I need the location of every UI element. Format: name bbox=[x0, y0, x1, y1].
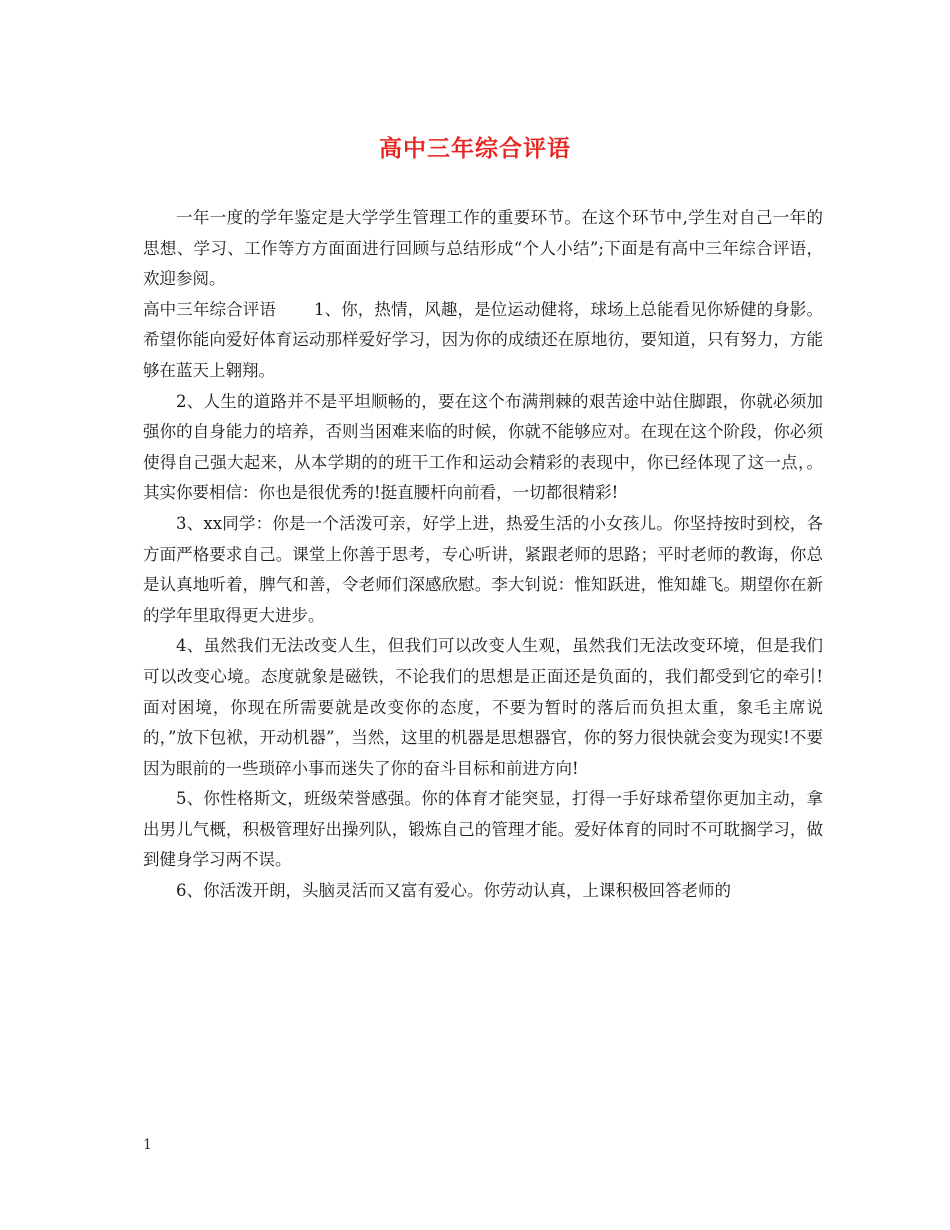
intro-paragraph: 一年一度的学年鉴定是大学学生管理工作的重要环节。在这个环节中,学生对自己一年的思想、学习、工作等方方面面进行回顾与总结形成“个人小结”;下面是有高中三年综合评语，欢迎参阅。 bbox=[143, 208, 823, 289]
section-paragraph-1 bbox=[143, 295, 823, 387]
page-number: 1 bbox=[143, 1137, 152, 1153]
document-title: 高中三年综合评语 bbox=[379, 135, 571, 162]
paragraph-5: 5、你性格斯文，班级荣誉感强。你的体育才能突显，打得一手好球希望你更加主动，拿出男儿气概，积极管理好出操列队，锻炼自己的管理才能。爱好体育的同时不可耽搁学习，做到健身学习两不误。 bbox=[143, 789, 823, 870]
document-body bbox=[143, 203, 823, 907]
paragraph-3: 3、xx同学：你是一个活泼可亲，好学上进，热爱生活的小女孩儿。你坚持按时到校，各方面严格要求自己。课堂上你善于思考，专心听讲，紧跟老师的思路；平时老师的教诲，你总是认真地听着，脾气和善，令老师们深感欣慰。李大钊说：惟知跃进，惟知雄飞。期望你在新的学年里取得更大进步。 bbox=[143, 513, 823, 625]
paragraph-2: 2、人生的道路并不是平坦顺畅的，要在这个布满荆棘的艰苦途中站住脚跟，你就必须加强你的自身能力的培养，否则当困难来临的时候，你就不能够应对。在现在这个阶段，你必须使得自己强大起来，从本学期的的班干工作和运动会精彩的表现中，你已经体现了这一点，。其实你要相信：你也是很优秀的!挺直腰杆向前看，一切都很精彩! bbox=[143, 391, 823, 503]
paragraph-1-text: 1、你，热情，风趣，是位运动健将，球场上总能看见你矫健的身影。希望你能向爱好体育运动那样爱好学习，因为你的成绩还在原地彷，要知道，只有努力，方能够在蓝天上翱翔。 bbox=[143, 299, 824, 380]
section-heading: 高中三年综合评语 bbox=[143, 299, 276, 319]
paragraph-6: 6、你活泼开朗，头脑灵活而又富有爱心。你劳动认真，上课积极回答老师的 bbox=[176, 881, 731, 901]
paragraph-4: 4、虽然我们无法改变人生，但我们可以改变人生观，虽然我们无法改变环境，但是我们可以改变心境。态度就象是磁铁，不论我们的思想是正面还是负面的，我们都受到它的牵引!面对困境，你现在所需要就是改变你的态度，不要为暂时的落后而负担太重，象毛主席说的，”放下包袱，开动机器”，当然，这里的机器是思想器官，你的努力很快就会变为现实!不要因为眼前的一些琐碎小事而迷失了你的奋斗目标和前进方向! bbox=[143, 636, 823, 778]
